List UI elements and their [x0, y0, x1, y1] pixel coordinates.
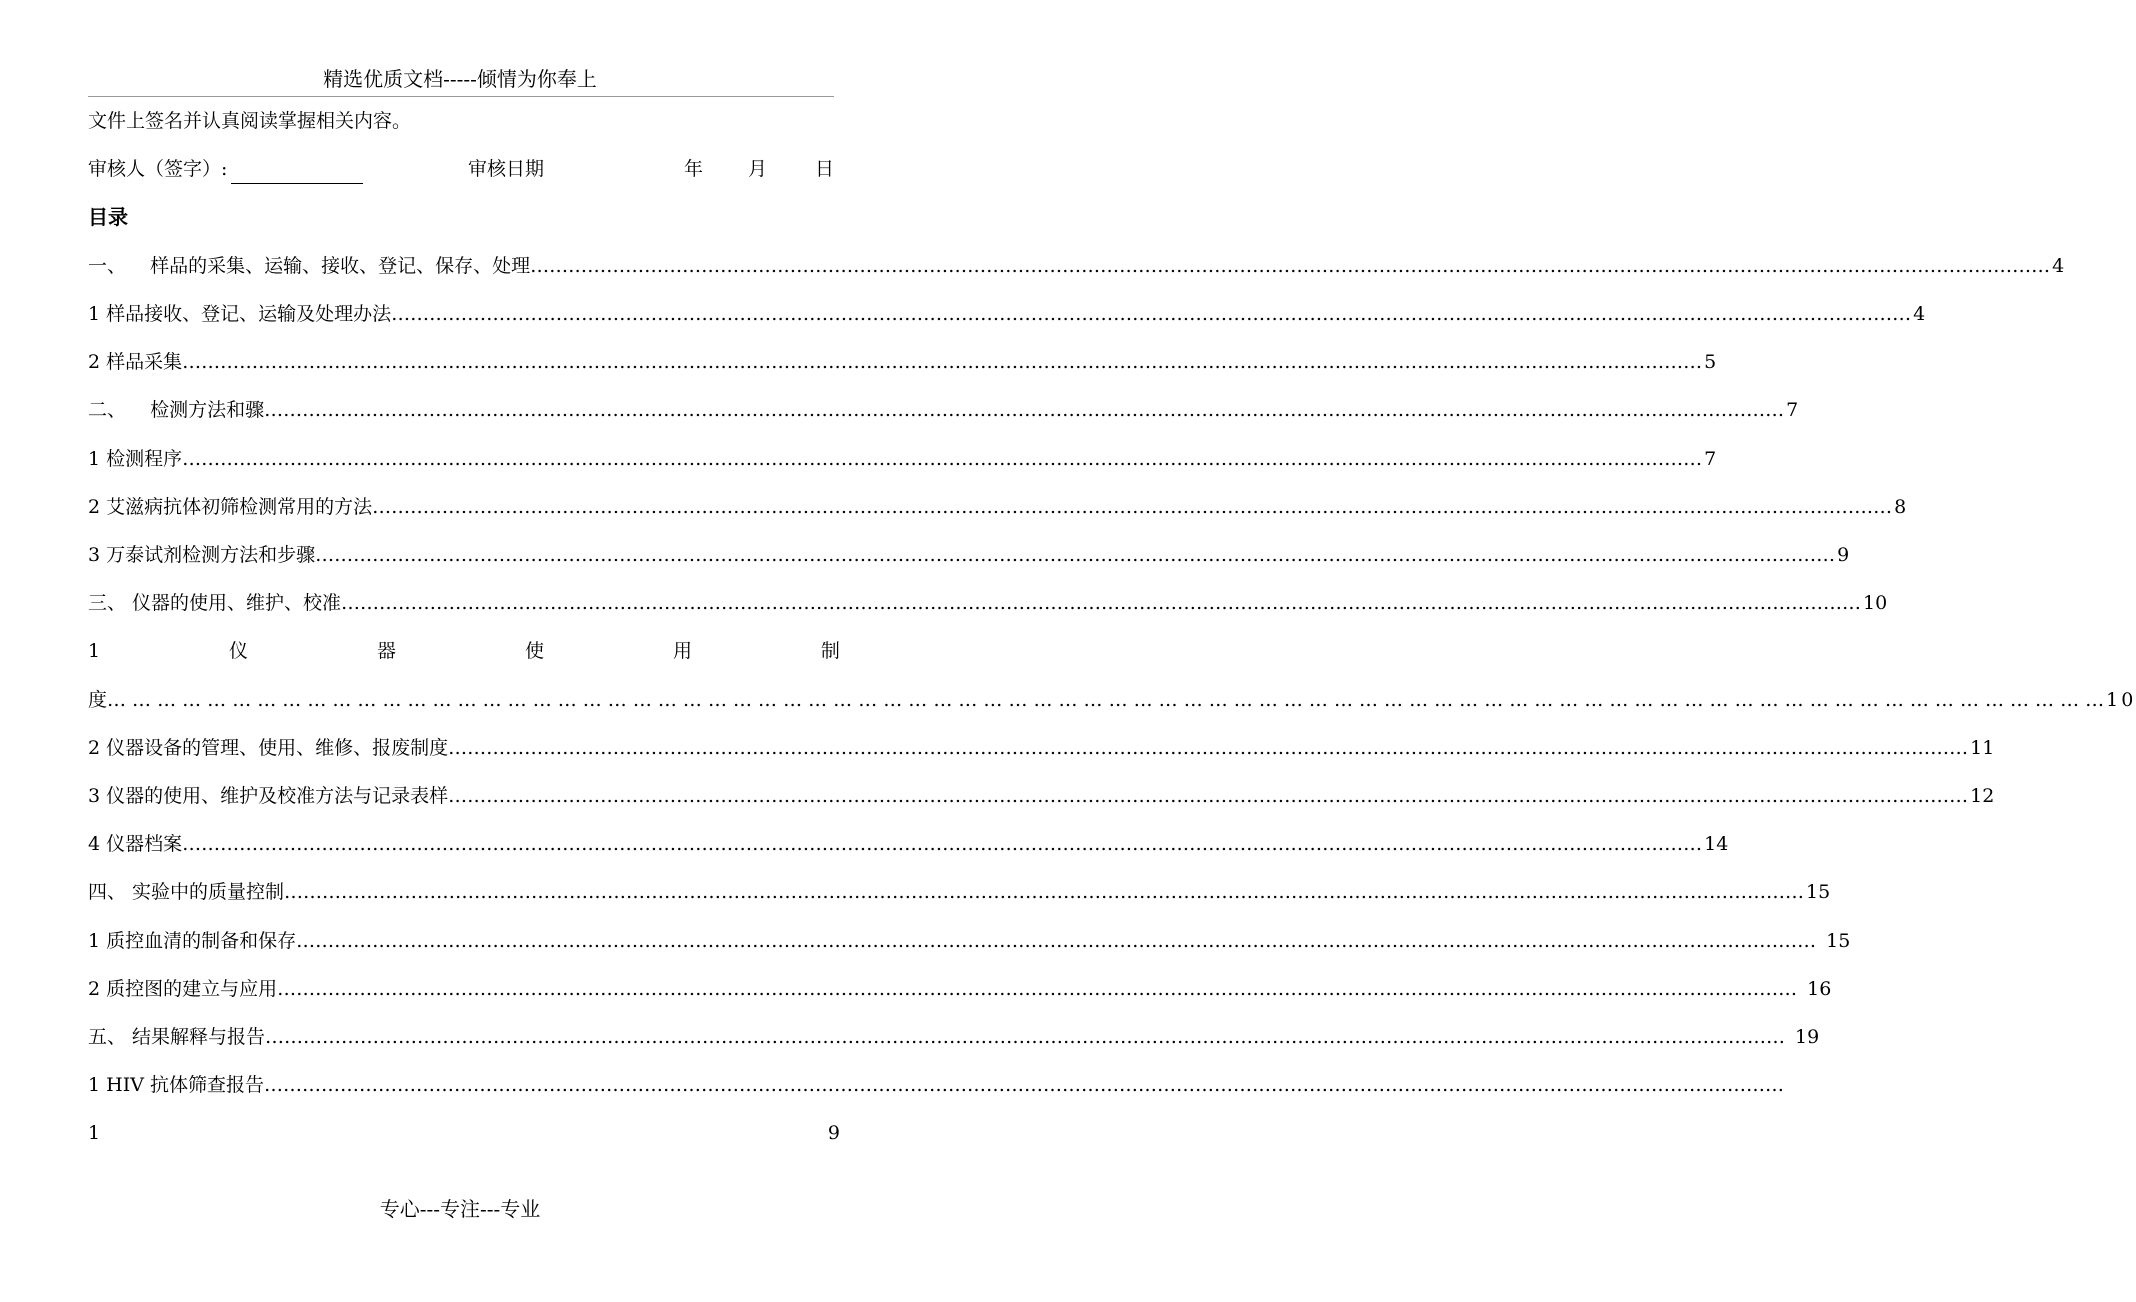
toc-entry-page: 19	[1795, 1026, 1820, 1048]
spread-char: 用	[672, 640, 692, 662]
review-date-label: 审核日期	[468, 158, 545, 180]
toc-leader-dots: ……………………………………………………………………………………………………………………………………………………………………………………………………………………	[530, 255, 2051, 277]
toc-entry-label: 2 仪器设备的管理、使用、维修、报废制度	[88, 737, 449, 759]
day-label: 日	[815, 158, 835, 180]
spread-char: 制	[820, 640, 840, 662]
toc-entry	[88, 733, 1995, 763]
toc-entry	[88, 685, 2136, 715]
wrap-left: 1	[88, 1122, 101, 1144]
toc-leader-dots: ……………………………………………………………………………………………………………………………………………………………………………………………………………………	[315, 544, 1836, 566]
toc-leader-dots: ……………………………………………………………………………………………………………………………………………………………………………………………………………………	[284, 881, 1805, 903]
page-footer: 专心---专注---专业	[379, 1197, 541, 1221]
toc-leader-dots: ……………………………………………………………………………………………………………………………………………………………………………………………………………………	[372, 496, 1893, 518]
toc-wrap-line	[88, 1118, 840, 1148]
toc-entry-page: 4	[1913, 303, 1926, 325]
toc-entry	[88, 1070, 1784, 1100]
toc-entry-label: 1 HIV 抗体筛查报告	[88, 1074, 264, 1096]
toc-entry-page: 15	[1826, 930, 1851, 952]
toc-leader-dots: ……………………………………………………………………………………………………………………………………………………………………………………………………………………	[341, 592, 1862, 614]
toc-leader-dots: ……………………………………………………………………………………………………………………………………………………………………………………………………………………	[296, 930, 1817, 952]
month-label: 月	[748, 158, 768, 180]
toc-leader-dots: ……………………………………………………………………………………………………………………………………………………………………………………………………………………	[182, 448, 1703, 470]
toc-entry-page: 10	[2106, 689, 2136, 711]
toc-entry-label: 1 质控血清的制备和保存	[88, 930, 297, 952]
spread-char: 仪	[229, 640, 249, 662]
toc-entry-label: 三、 仪器的使用、维护、校准	[88, 592, 342, 614]
toc-leader-dots: ……………………………………………………………………………………………………………………………………………………………………………………………………………………	[182, 351, 1703, 373]
toc-entry-label: 五、 结果解释与报告	[88, 1026, 266, 1048]
toc-entry-page: 11	[1970, 737, 1995, 759]
toc-entry	[88, 299, 1926, 329]
toc-entry	[88, 540, 1850, 570]
toc-entry-label: 1 检测程序	[88, 448, 183, 470]
toc-leader-dots: ……………………………………………………………………………………………………………………………………………………………………………………………………………………	[391, 303, 1912, 325]
year-label: 年	[684, 158, 704, 180]
reviewer-label: 审核人（签字）:	[88, 154, 363, 184]
toc-entry-label: 2 样品采集	[88, 351, 183, 373]
page-header: 精选优质文档-----倾情为你奉上	[323, 67, 597, 91]
toc-entry-page: 16	[1807, 978, 1832, 1000]
toc-entry-page: 4	[2052, 255, 2065, 277]
review-row	[88, 154, 840, 184]
toc-entry-page: 7	[1704, 448, 1717, 470]
toc-entry-page: 8	[1894, 496, 1907, 518]
toc-entry-label: 1 样品接收、登记、运输及处理办法	[88, 303, 392, 325]
toc-entry	[88, 974, 1832, 1004]
toc-leader-dots: ……………………………………………………………………………………………………………………………………………………………………………………………………………………	[448, 737, 1969, 759]
toc-entry-page: 14	[1704, 833, 1729, 855]
toc-entry	[88, 492, 1907, 522]
toc-entry-page: 5	[1704, 351, 1717, 373]
spread-char: 器	[377, 640, 397, 662]
toc-leader-dots: ……………………………………………………………………………………………………………………………………………………………………………………………………………………	[263, 1074, 1784, 1096]
toc-entry	[88, 926, 1851, 956]
toc-entry	[88, 877, 1831, 907]
toc-leader-dots: ……………………………………………………………………………………………………………………………………………………………………………………………………………………	[182, 833, 1703, 855]
toc-entry-page: 9	[1837, 544, 1850, 566]
toc-entry-label: 4 仪器档案	[88, 833, 183, 855]
toc-entry	[88, 1022, 1820, 1052]
toc-entry-label: 度	[88, 689, 108, 711]
toc-entry	[88, 347, 1717, 377]
toc-entry-label: 2 艾滋病抗体初筛检测常用的方法	[88, 496, 373, 518]
toc-entry-label: 四、 实验中的质量控制	[88, 881, 285, 903]
toc-leader-dots: ……………………………………………………………………………………………………………………………………………………………………………………………………………………	[265, 1026, 1786, 1048]
intro-text: 文件上签名并认真阅读掌握相关内容。	[88, 110, 412, 132]
wrap-right: 9	[827, 1122, 840, 1144]
toc-entry-page: 7	[1786, 399, 1799, 421]
toc-entry	[88, 444, 1717, 474]
toc-entry-label: 一、 样品的采集、运输、接收、登记、保存、处理	[88, 255, 531, 277]
toc-leader-dots: ……………………………………………………………………………………………………………………………………………………………………………………………………………………	[448, 785, 1969, 807]
toc-entry	[88, 781, 1995, 811]
toc-entry-label: 2 质控图的建立与应用	[88, 978, 278, 1000]
spread-char: 使	[524, 640, 544, 662]
toc-leader-dots: … … … … … … … … … … … … … … … … … … … … … … … … … … … … … … … … … … … … … … … … … … … … … … … … … … … … … … … … … … … … … … … … … … … … … … … … … … … … … … … …	[107, 689, 2105, 711]
toc-entry	[88, 829, 1729, 859]
spread-char: 1	[88, 640, 101, 662]
toc-entry-page: 12	[1970, 785, 1995, 807]
toc-spread-line	[88, 636, 840, 666]
toc-title: 目录	[88, 205, 128, 229]
toc-leader-dots: ……………………………………………………………………………………………………………………………………………………………………………………………………………………	[277, 978, 1798, 1000]
header-rule	[88, 96, 834, 97]
toc-entry-page: 10	[1863, 592, 1888, 614]
signature-blank	[231, 161, 363, 184]
toc-entry	[88, 395, 1799, 425]
toc-leader-dots: ……………………………………………………………………………………………………………………………………………………………………………………………………………………	[264, 399, 1785, 421]
toc-entry-label: 二、 检测方法和骤	[88, 399, 265, 421]
toc-entry-page: 15	[1806, 881, 1831, 903]
toc-entry-label: 3 万泰试剂检测方法和步骤	[88, 544, 316, 566]
toc-entry-label: 3 仪器的使用、维护及校准方法与记录表样	[88, 785, 449, 807]
toc-entry	[88, 251, 2065, 281]
toc-entry	[88, 588, 1888, 618]
